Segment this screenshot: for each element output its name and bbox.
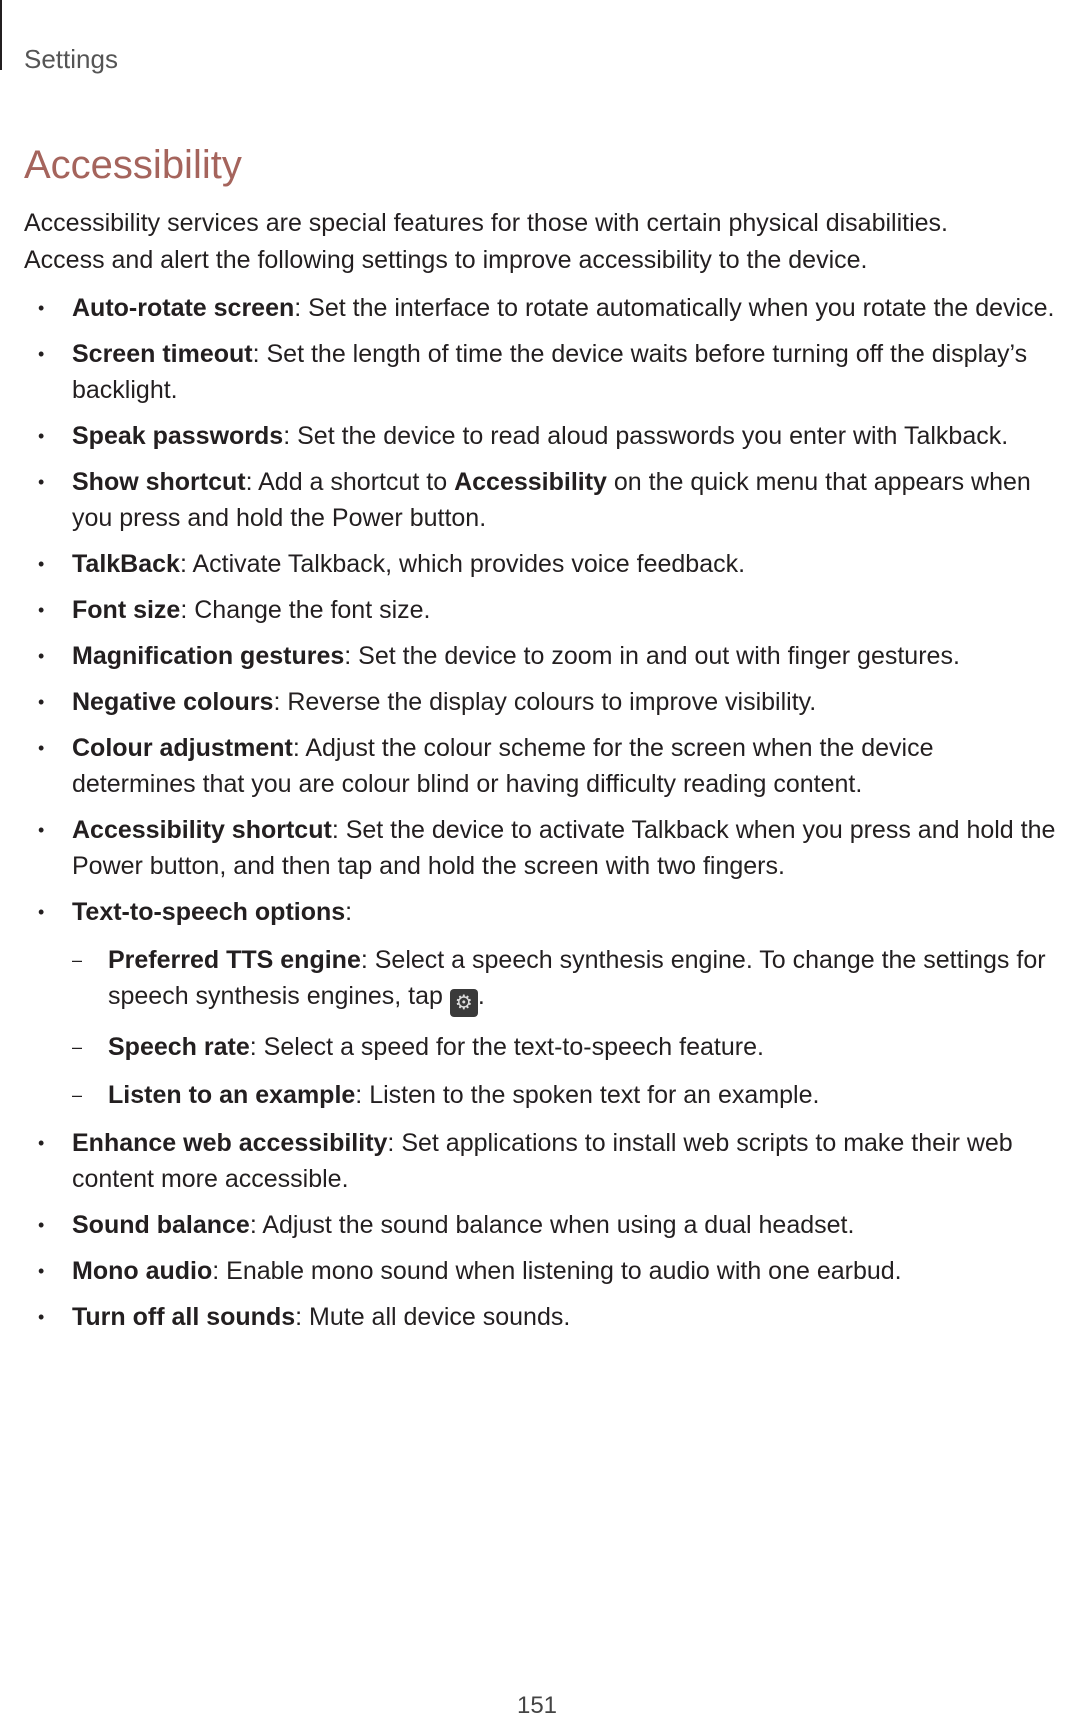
list-item: [0, 592, 1074, 628]
bullet-icon: •: [38, 902, 45, 922]
item-description: : Set the device to read aloud passwords you enter with Talkback.: [283, 422, 1009, 450]
bullet-icon: •: [38, 1133, 45, 1153]
bullet-icon: •: [38, 738, 45, 758]
item-term: Auto-rotate screen: [72, 294, 295, 322]
corner-rule: [0, 0, 2, 70]
item-term: Show shortcut: [72, 468, 246, 496]
bullet-icon: •: [38, 600, 45, 620]
settings-list: [0, 290, 1074, 1345]
list-item: [0, 730, 1074, 802]
item-description: : Set the device to zoom in and out with finger gestures.: [344, 642, 960, 670]
list-item: [0, 464, 1074, 536]
dash-icon: –: [72, 1037, 83, 1057]
page-title: Accessibility: [24, 143, 242, 187]
sub-item-description: : Select a speed for the text-to-speech feature.: [249, 1033, 764, 1061]
intro-paragraph: Accessibility services are special features for those with certain physical disabilities. Access and alert the following settings to improve accessibility to the device.: [24, 209, 948, 274]
list-item: [0, 638, 1074, 674]
item-description: : Set the interface to rotate automatically when you rotate the device.: [294, 294, 1055, 322]
bullet-icon: •: [38, 472, 45, 492]
sub-item-term: Listen to an example: [108, 1081, 356, 1109]
bullet-icon: •: [38, 426, 45, 446]
section-header: Settings: [24, 44, 118, 74]
item-description: : Adjust the sound balance when using a dual headset.: [249, 1211, 855, 1239]
sub-item-description: : Select a speech synthesis engine. To change the settings for speech synthesis engines, tap: [108, 946, 1046, 1010]
item-term: Mono audio: [72, 1257, 213, 1285]
bullet-icon: •: [38, 1261, 45, 1281]
item-description: : Adjust the colour scheme for the screen when the device determines that you are colour blind or having difficulty reading content.: [72, 734, 934, 798]
item-description: : Set the length of time the device waits before turning off the display’s backlight.: [72, 340, 1028, 404]
item-term: Screen timeout: [72, 340, 253, 368]
sub-item-term: Speech rate: [108, 1033, 250, 1061]
item-term: Speak passwords: [72, 422, 284, 450]
bullet-icon: •: [38, 646, 45, 666]
item-term: Colour adjustment: [72, 734, 293, 762]
item-term: Sound balance: [72, 1211, 250, 1239]
item-term: Enhance web accessibility: [72, 1129, 388, 1157]
item-term: Magnification gestures: [72, 642, 345, 670]
list-item: [0, 546, 1074, 582]
list-item: [0, 894, 1074, 1113]
item-term: TalkBack: [72, 550, 180, 578]
item-description: : Set applications to install web scripts to make their web content more accessible.: [72, 1129, 1013, 1193]
bullet-icon: •: [38, 692, 45, 712]
item-description: :: [345, 898, 353, 926]
item-description: : Set the device to activate Talkback when you press and hold the Power button, and then tap and hold the screen with two fingers.: [72, 816, 1056, 880]
item-description: : Change the font size.: [180, 596, 431, 624]
list-item: [0, 1207, 1074, 1243]
bullet-icon: •: [38, 820, 45, 840]
item-description-continued: on the quick menu that appears when you press and hold the Power button.: [72, 468, 1031, 532]
item-term: Negative colours: [72, 688, 274, 716]
sub-item-description: : Listen to the spoken text for an example.: [355, 1081, 820, 1109]
list-item: [0, 1125, 1074, 1197]
list-item: [0, 418, 1074, 454]
dash-icon: –: [72, 950, 83, 970]
dash-icon: –: [72, 1085, 83, 1105]
list-item: [0, 1253, 1074, 1289]
sub-item-term: Preferred TTS engine: [108, 946, 361, 974]
item-description: : Mute all device sounds.: [295, 1303, 571, 1331]
item-description: : Activate Talkback, which provides voice feedback.: [179, 550, 746, 578]
item-term: Font size: [72, 596, 181, 624]
bullet-icon: •: [38, 1307, 45, 1327]
item-term: Text-to-speech options: [72, 898, 346, 926]
bullet-icon: •: [38, 1215, 45, 1235]
list-item: [0, 1299, 1074, 1335]
item-description: : Add a shortcut to: [245, 468, 455, 496]
list-item: [0, 290, 1074, 326]
sub-item-end: .: [477, 982, 485, 1010]
sub-list-item: [72, 1029, 1058, 1065]
item-emphasis: Accessibility: [454, 468, 607, 496]
list-item: [0, 812, 1074, 884]
item-term: Accessibility shortcut: [72, 816, 332, 844]
bullet-icon: •: [38, 554, 45, 574]
list-item: [0, 336, 1074, 408]
gear-icon: ⚙: [450, 989, 478, 1017]
item-term: Turn off all sounds: [72, 1303, 296, 1331]
sub-list-item: [72, 942, 1058, 1017]
list-item: [0, 684, 1074, 720]
page-number: 151: [516, 1692, 558, 1719]
sub-list-item: [72, 1077, 1058, 1113]
tts-sub-list: [72, 942, 1058, 1113]
bullet-icon: •: [38, 344, 45, 364]
item-description: : Enable mono sound when listening to audio with one earbud.: [212, 1257, 902, 1285]
bullet-icon: •: [38, 298, 45, 318]
item-description: : Reverse the display colours to improve visibility.: [273, 688, 817, 716]
